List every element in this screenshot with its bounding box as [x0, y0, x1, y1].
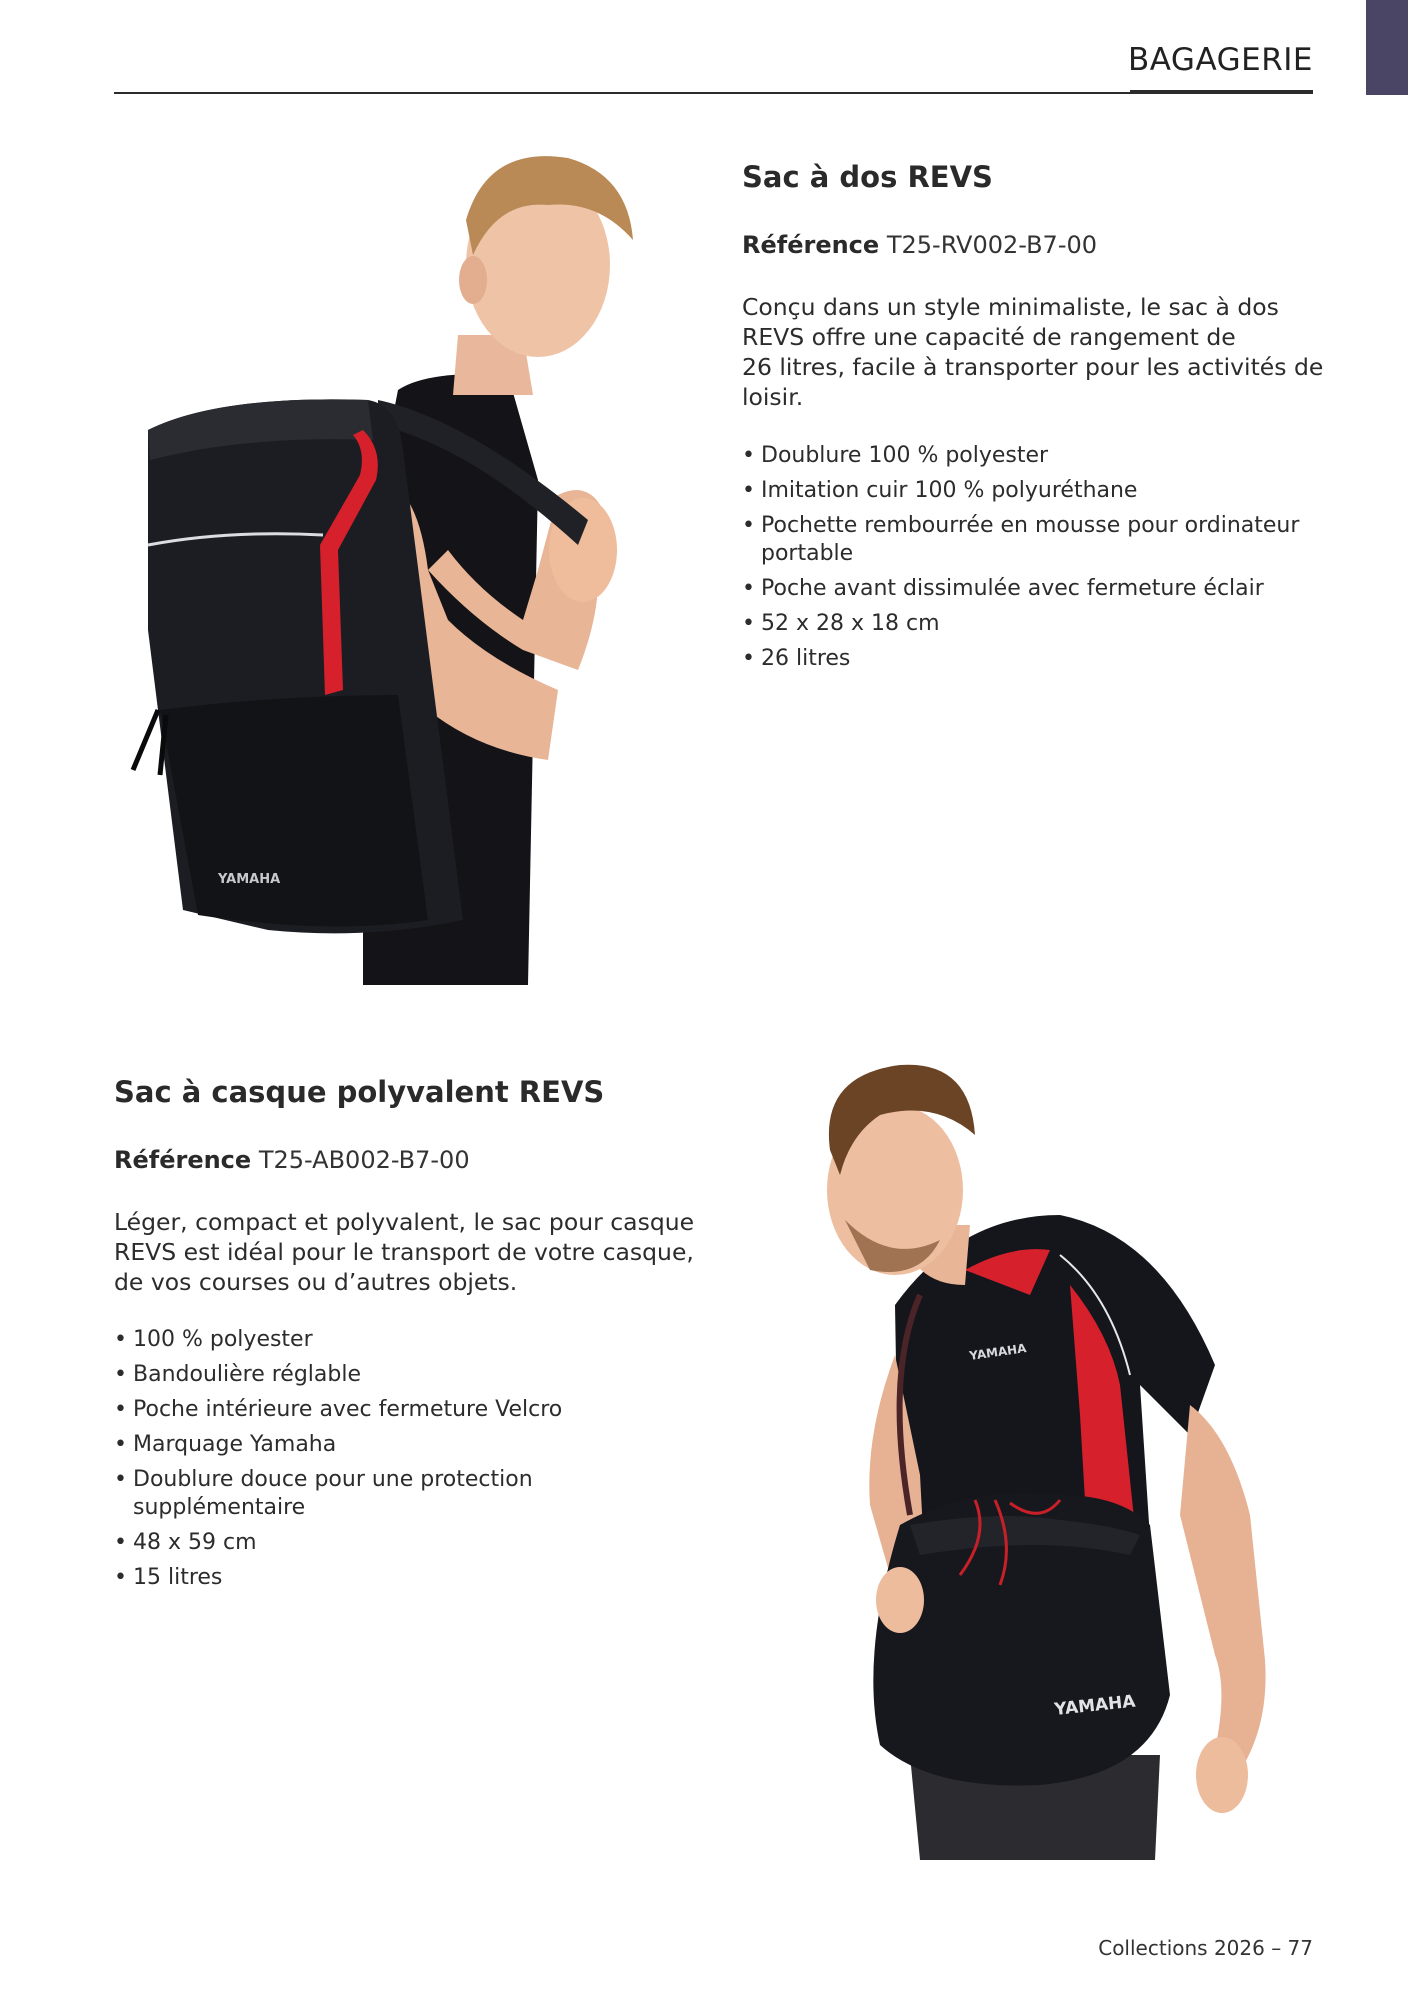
- reference-value: T25-AB002-B7-00: [258, 1146, 470, 1174]
- feature-item: • Poche intérieure avec fermeture Velcro: [114, 1396, 574, 1424]
- product-title-backpack: Sac à dos REVS: [742, 160, 993, 194]
- feature-item: • 52 x 28 x 18 cm: [742, 610, 1302, 638]
- product-title-helmet-bag: Sac à casque polyvalent REVS: [114, 1075, 605, 1109]
- feature-item: • Doublure douce pour une protection supplémentaire: [114, 1466, 574, 1522]
- feature-item: • Bandoulière réglable: [114, 1361, 574, 1389]
- description-line: loisir.: [742, 383, 804, 411]
- reference-value: T25-RV002-B7-00: [886, 231, 1098, 259]
- page-footer: Collections 2026 – 77: [1098, 1936, 1313, 1960]
- section-tab-marker: [1366, 0, 1408, 95]
- feature-list-backpack: [742, 442, 1302, 680]
- feature-item: • Pochette rembourrée en mousse pour ordinateur portable: [742, 512, 1302, 568]
- reference-label: Référence: [742, 231, 880, 259]
- product-description-helmet-bag: [114, 1207, 694, 1297]
- section-title: BAGAGERIE: [1128, 42, 1313, 78]
- feature-item: • 26 litres: [742, 645, 1302, 673]
- description-line: de vos courses ou d’autres objets.: [114, 1268, 518, 1296]
- description-line: Conçu dans un style minimaliste, le sac à dos: [742, 293, 1279, 321]
- backpack-product-photo: [128, 150, 663, 985]
- feature-item: • 15 litres: [114, 1564, 574, 1592]
- description-line: Léger, compact et polyvalent, le sac pour casque: [114, 1208, 695, 1236]
- product-reference-helmet-bag: [114, 1146, 470, 1174]
- feature-list-helmet-bag: [114, 1326, 574, 1599]
- helmet-bag-yamaha-logo: YAMAHA: [1053, 1691, 1137, 1720]
- shirt-yamaha-logo: YAMAHA: [968, 1341, 1028, 1363]
- feature-item: • 48 x 59 cm: [114, 1529, 574, 1557]
- feature-item: • Poche avant dissimulée avec fermeture éclair: [742, 575, 1302, 603]
- header-rule-accent: [1130, 90, 1313, 94]
- feature-item: • Marquage Yamaha: [114, 1431, 574, 1459]
- description-line: REVS est idéal pour le transport de votre casque,: [114, 1238, 694, 1266]
- backpack-yamaha-logo: YAMAHA: [218, 872, 281, 887]
- product-reference-backpack: [742, 231, 1097, 259]
- description-line: REVS offre une capacité de rangement de: [742, 323, 1236, 351]
- description-line: 26 litres, facile à transporter pour les activités de: [742, 353, 1324, 381]
- helmet-bag-product-photo: [760, 1055, 1300, 1860]
- feature-item: • 100 % polyester: [114, 1326, 574, 1354]
- feature-item: • Imitation cuir 100 % polyuréthane: [742, 477, 1302, 505]
- reference-label: Référence: [114, 1146, 252, 1174]
- feature-item: • Doublure 100 % polyester: [742, 442, 1302, 470]
- product-description-backpack: [742, 292, 1323, 412]
